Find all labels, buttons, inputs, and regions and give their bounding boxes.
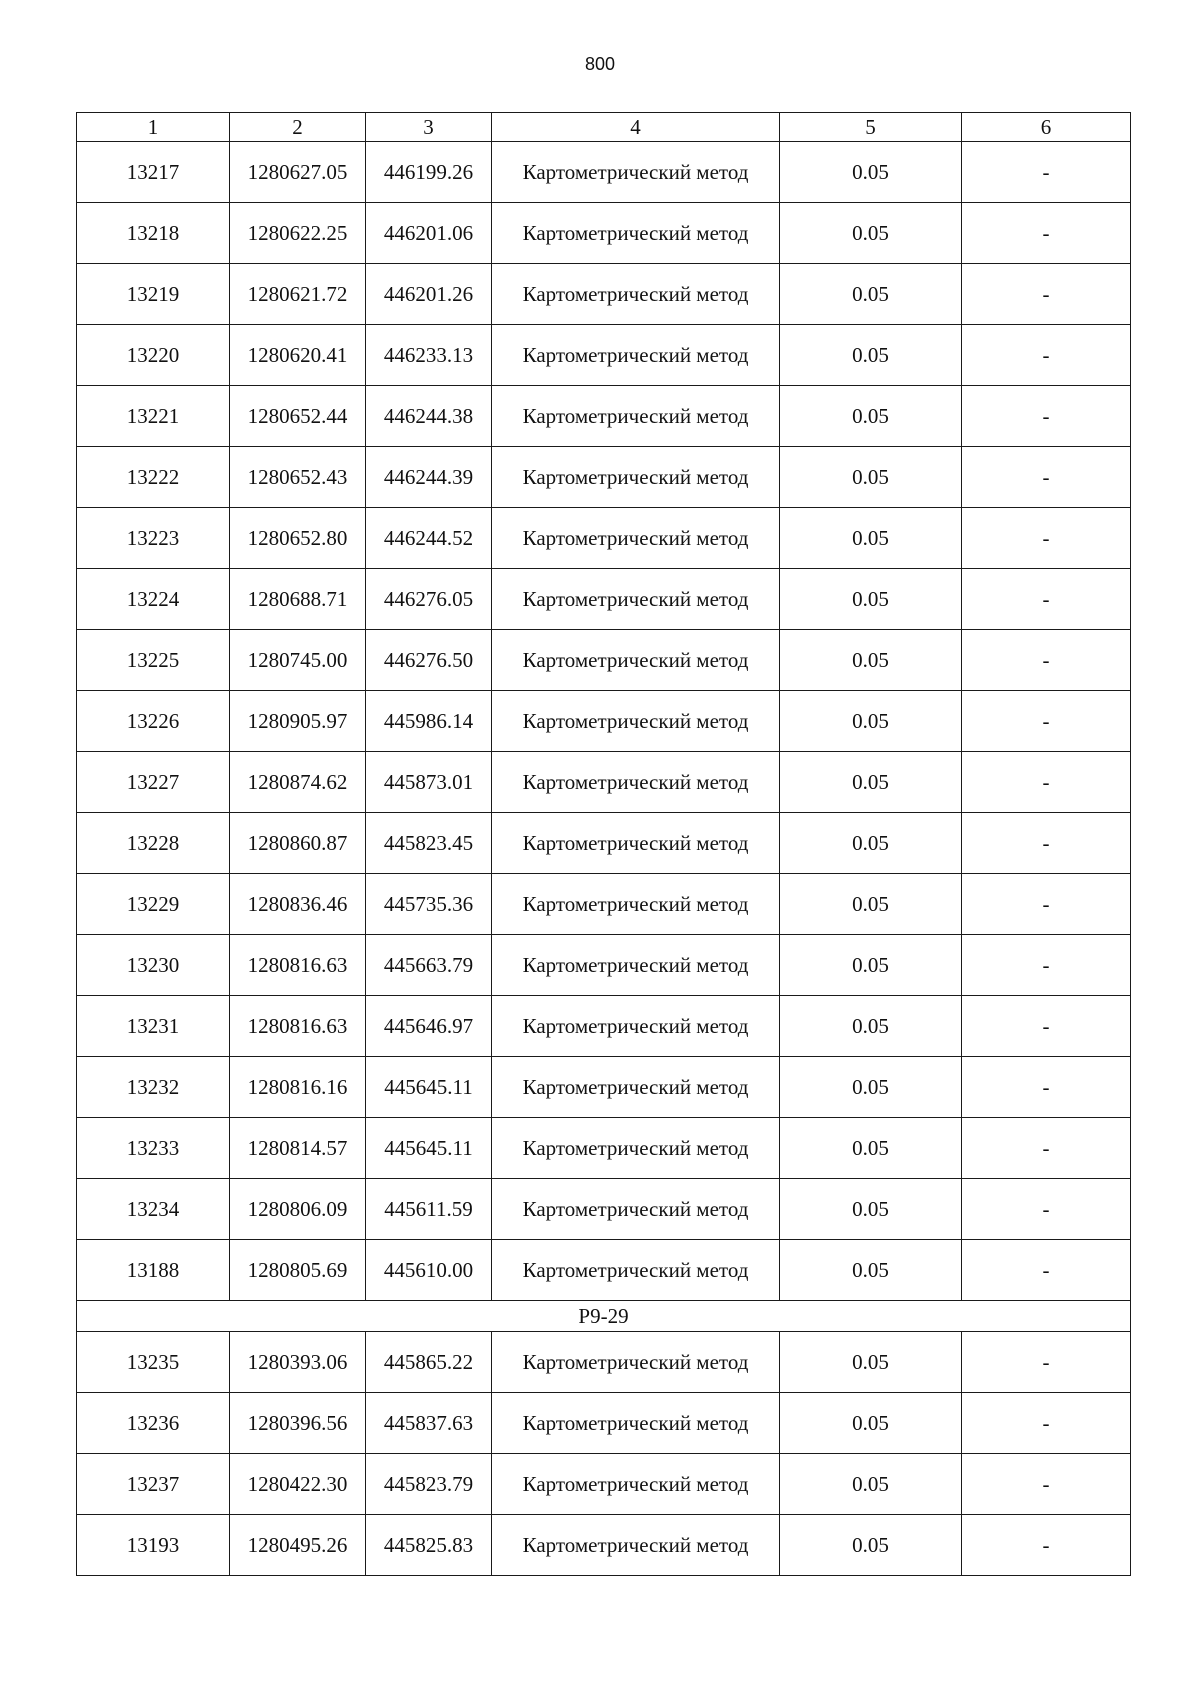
coord-x-cell: 1280422.30	[230, 1454, 366, 1515]
method-cell: Картометрический метод	[492, 386, 780, 447]
coord-y-cell: 445837.63	[366, 1393, 492, 1454]
method-cell: Картометрический метод	[492, 1515, 780, 1576]
coord-x-cell: 1280860.87	[230, 813, 366, 874]
accuracy-cell: 0.05	[780, 1393, 962, 1454]
method-cell: Картометрический метод	[492, 813, 780, 874]
coord-x-cell: 1280621.72	[230, 264, 366, 325]
accuracy-cell: 0.05	[780, 142, 962, 203]
accuracy-cell: 0.05	[780, 508, 962, 569]
point-number-cell: 13221	[77, 386, 230, 447]
note-cell: -	[962, 1118, 1131, 1179]
accuracy-cell: 0.05	[780, 1057, 962, 1118]
method-cell: Картометрический метод	[492, 1332, 780, 1393]
table-row	[77, 874, 1131, 935]
coord-x-cell: 1280622.25	[230, 203, 366, 264]
table-row	[77, 752, 1131, 813]
coord-y-cell: 446276.50	[366, 630, 492, 691]
section-label: P9-29	[77, 1301, 1131, 1332]
method-cell: Картометрический метод	[492, 691, 780, 752]
note-cell: -	[962, 1240, 1131, 1301]
note-cell: -	[962, 569, 1131, 630]
coord-x-cell: 1280745.00	[230, 630, 366, 691]
method-cell: Картометрический метод	[492, 1179, 780, 1240]
coord-y-cell: 445825.83	[366, 1515, 492, 1576]
column-header: 5	[780, 113, 962, 142]
table-row	[77, 935, 1131, 996]
point-number-cell: 13193	[77, 1515, 230, 1576]
table-row	[77, 508, 1131, 569]
accuracy-cell: 0.05	[780, 813, 962, 874]
coord-y-cell: 445663.79	[366, 935, 492, 996]
table-row	[77, 325, 1131, 386]
coord-x-cell: 1280620.41	[230, 325, 366, 386]
note-cell: -	[962, 752, 1131, 813]
table-row	[77, 1240, 1131, 1301]
table-row	[77, 1454, 1131, 1515]
method-cell: Картометрический метод	[492, 508, 780, 569]
accuracy-cell: 0.05	[780, 1240, 962, 1301]
coord-y-cell: 445873.01	[366, 752, 492, 813]
coord-x-cell: 1280836.46	[230, 874, 366, 935]
coord-x-cell: 1280874.62	[230, 752, 366, 813]
method-cell: Картометрический метод	[492, 752, 780, 813]
coord-x-cell: 1280806.09	[230, 1179, 366, 1240]
table-row	[77, 1393, 1131, 1454]
method-cell: Картометрический метод	[492, 874, 780, 935]
accuracy-cell: 0.05	[780, 935, 962, 996]
page-number: 800	[584, 54, 616, 74]
table-row	[77, 1179, 1131, 1240]
method-cell: Картометрический метод	[492, 1118, 780, 1179]
point-number-cell: 13222	[77, 447, 230, 508]
coord-y-cell: 445865.22	[366, 1332, 492, 1393]
point-number-cell: 13233	[77, 1118, 230, 1179]
coord-y-cell: 445823.79	[366, 1454, 492, 1515]
accuracy-cell: 0.05	[780, 1454, 962, 1515]
note-cell: -	[962, 386, 1131, 447]
coord-y-cell: 445610.00	[366, 1240, 492, 1301]
table-body-lower	[77, 1332, 1131, 1576]
point-number-cell: 13188	[77, 1240, 230, 1301]
method-cell: Картометрический метод	[492, 569, 780, 630]
coord-y-cell: 446201.06	[366, 203, 492, 264]
point-number-cell: 13235	[77, 1332, 230, 1393]
coordinates-table	[76, 112, 1131, 1576]
table-row	[77, 1118, 1131, 1179]
coord-y-cell: 445986.14	[366, 691, 492, 752]
note-cell: -	[962, 508, 1131, 569]
note-cell: -	[962, 203, 1131, 264]
column-header: 4	[492, 113, 780, 142]
point-number-cell: 13218	[77, 203, 230, 264]
coord-x-cell: 1280396.56	[230, 1393, 366, 1454]
coord-y-cell: 446201.26	[366, 264, 492, 325]
method-cell: Картометрический метод	[492, 1393, 780, 1454]
coord-y-cell: 446244.39	[366, 447, 492, 508]
point-number-cell: 13230	[77, 935, 230, 996]
note-cell: -	[962, 1332, 1131, 1393]
coord-x-cell: 1280816.63	[230, 996, 366, 1057]
coord-y-cell: 445611.59	[366, 1179, 492, 1240]
method-cell: Картометрический метод	[492, 1240, 780, 1301]
accuracy-cell: 0.05	[780, 1515, 962, 1576]
point-number-cell: 13231	[77, 996, 230, 1057]
accuracy-cell: 0.05	[780, 691, 962, 752]
accuracy-cell: 0.05	[780, 1332, 962, 1393]
coord-x-cell: 1280652.80	[230, 508, 366, 569]
point-number-cell: 13232	[77, 1057, 230, 1118]
point-number-cell: 13237	[77, 1454, 230, 1515]
method-cell: Картометрический метод	[492, 1454, 780, 1515]
coord-x-cell: 1280627.05	[230, 142, 366, 203]
method-cell: Картометрический метод	[492, 264, 780, 325]
table-row	[77, 203, 1131, 264]
table-row	[77, 630, 1131, 691]
point-number-cell: 13234	[77, 1179, 230, 1240]
coord-y-cell: 445645.11	[366, 1118, 492, 1179]
table-row	[77, 386, 1131, 447]
coord-x-cell: 1280805.69	[230, 1240, 366, 1301]
table-body-upper	[77, 142, 1131, 1301]
coord-y-cell: 446233.13	[366, 325, 492, 386]
note-cell: -	[962, 1515, 1131, 1576]
point-number-cell: 13219	[77, 264, 230, 325]
column-header: 3	[366, 113, 492, 142]
coord-x-cell: 1280652.43	[230, 447, 366, 508]
accuracy-cell: 0.05	[780, 874, 962, 935]
method-cell: Картометрический метод	[492, 203, 780, 264]
point-number-cell: 13220	[77, 325, 230, 386]
column-header: 2	[230, 113, 366, 142]
table-row	[77, 1332, 1131, 1393]
note-cell: -	[962, 935, 1131, 996]
coord-y-cell: 445645.11	[366, 1057, 492, 1118]
note-cell: -	[962, 1454, 1131, 1515]
accuracy-cell: 0.05	[780, 386, 962, 447]
column-header: 1	[77, 113, 230, 142]
method-cell: Картометрический метод	[492, 142, 780, 203]
table-row	[77, 1515, 1131, 1576]
section-body	[77, 1301, 1131, 1332]
point-number-cell: 13236	[77, 1393, 230, 1454]
coord-x-cell: 1280905.97	[230, 691, 366, 752]
coord-y-cell: 446244.52	[366, 508, 492, 569]
method-cell: Картометрический метод	[492, 447, 780, 508]
note-cell: -	[962, 691, 1131, 752]
method-cell: Картометрический метод	[492, 996, 780, 1057]
table-row	[77, 1057, 1131, 1118]
table-row	[77, 813, 1131, 874]
point-number-cell: 13223	[77, 508, 230, 569]
point-number-cell: 13226	[77, 691, 230, 752]
table-row	[77, 447, 1131, 508]
accuracy-cell: 0.05	[780, 325, 962, 386]
note-cell: -	[962, 1393, 1131, 1454]
note-cell: -	[962, 264, 1131, 325]
table-row	[77, 264, 1131, 325]
point-number-cell: 13227	[77, 752, 230, 813]
header-row	[77, 113, 1131, 142]
accuracy-cell: 0.05	[780, 1179, 962, 1240]
point-number-cell: 13228	[77, 813, 230, 874]
method-cell: Картометрический метод	[492, 325, 780, 386]
coord-x-cell: 1280688.71	[230, 569, 366, 630]
note-cell: -	[962, 142, 1131, 203]
coord-x-cell: 1280816.16	[230, 1057, 366, 1118]
method-cell: Картометрический метод	[492, 935, 780, 996]
accuracy-cell: 0.05	[780, 630, 962, 691]
table-row	[77, 996, 1131, 1057]
note-cell: -	[962, 874, 1131, 935]
coord-x-cell: 1280495.26	[230, 1515, 366, 1576]
coord-y-cell: 445823.45	[366, 813, 492, 874]
column-header: 6	[962, 113, 1131, 142]
coord-y-cell: 446199.26	[366, 142, 492, 203]
method-cell: Картометрический метод	[492, 630, 780, 691]
note-cell: -	[962, 813, 1131, 874]
point-number-cell: 13225	[77, 630, 230, 691]
accuracy-cell: 0.05	[780, 569, 962, 630]
method-cell: Картометрический метод	[492, 1057, 780, 1118]
table-row	[77, 142, 1131, 203]
point-number-cell: 13217	[77, 142, 230, 203]
coord-y-cell: 445646.97	[366, 996, 492, 1057]
accuracy-cell: 0.05	[780, 447, 962, 508]
accuracy-cell: 0.05	[780, 203, 962, 264]
table-row	[77, 569, 1131, 630]
coord-y-cell: 446244.38	[366, 386, 492, 447]
coord-x-cell: 1280814.57	[230, 1118, 366, 1179]
coord-y-cell: 445735.36	[366, 874, 492, 935]
note-cell: -	[962, 996, 1131, 1057]
coord-x-cell: 1280393.06	[230, 1332, 366, 1393]
accuracy-cell: 0.05	[780, 996, 962, 1057]
note-cell: -	[962, 325, 1131, 386]
note-cell: -	[962, 1057, 1131, 1118]
accuracy-cell: 0.05	[780, 264, 962, 325]
accuracy-cell: 0.05	[780, 752, 962, 813]
note-cell: -	[962, 630, 1131, 691]
note-cell: -	[962, 447, 1131, 508]
accuracy-cell: 0.05	[780, 1118, 962, 1179]
coord-y-cell: 446276.05	[366, 569, 492, 630]
point-number-cell: 13229	[77, 874, 230, 935]
coord-x-cell: 1280816.63	[230, 935, 366, 996]
section-row	[77, 1301, 1131, 1332]
note-cell: -	[962, 1179, 1131, 1240]
coord-x-cell: 1280652.44	[230, 386, 366, 447]
point-number-cell: 13224	[77, 569, 230, 630]
table-row	[77, 691, 1131, 752]
